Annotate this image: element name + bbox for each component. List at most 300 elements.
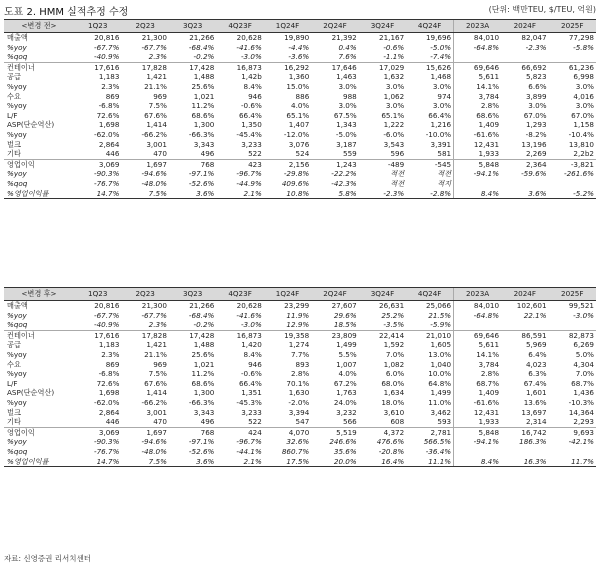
- row-label: %qoq: [7, 320, 28, 330]
- table-cell: [454, 447, 501, 457]
- row-label: %qoq: [7, 446, 28, 456]
- table-cell: 2.8%: [454, 101, 501, 111]
- table-cell: 11.0%: [428, 397, 452, 407]
- table-cell: 2,156: [264, 159, 311, 169]
- table-cell: 1,414: [146, 388, 167, 398]
- table-cell: -3.0%: [240, 320, 262, 330]
- table-cell: 6,998: [573, 72, 594, 82]
- table-row: [4, 130, 596, 140]
- table-cell: -59.6%: [521, 169, 547, 179]
- table-cell: [549, 447, 596, 457]
- table-cell: -8.2%: [525, 129, 547, 139]
- table-cell: 1,183: [98, 72, 120, 82]
- table-cell: 16.3%: [501, 457, 548, 467]
- table-cell: -0.6%: [383, 42, 405, 52]
- table-cell: -68.4%: [188, 42, 215, 52]
- table-cell: -3.0%: [573, 310, 594, 320]
- table-cell: 67.4%: [523, 378, 547, 388]
- table-cell: 6.4%: [528, 349, 547, 359]
- table-cell: 99,521: [568, 301, 594, 310]
- row-label: 매출액: [7, 301, 28, 310]
- column-header: 1Q23: [74, 288, 121, 301]
- table-cell: 15,626: [406, 62, 453, 72]
- row-label: 벌크: [7, 139, 21, 149]
- table-cell: 17,646: [311, 62, 358, 72]
- column-header: 3Q24F: [359, 288, 406, 301]
- table-cell: 16,873: [216, 330, 263, 340]
- table-cell: 21,167: [379, 33, 405, 42]
- table-cell: -36.4%: [425, 446, 452, 456]
- table-cell: 19,890: [284, 33, 310, 42]
- table-cell: 14.7%: [74, 457, 121, 467]
- table-cell: -20.8%: [378, 446, 405, 456]
- row-label: %yoy: [7, 437, 27, 447]
- table-cell: 4,023: [525, 359, 547, 369]
- row-label: 매출액: [7, 33, 28, 42]
- column-header: 3Q24F: [359, 20, 406, 33]
- table-cell: 1,634: [383, 388, 405, 398]
- table-cell: 1,42b: [241, 72, 262, 82]
- table-cell: 1,360: [288, 72, 310, 82]
- table-cell: -61.6%: [454, 130, 501, 140]
- table-cell: 6.6%: [528, 81, 547, 91]
- table-row: [4, 101, 596, 111]
- table-cell: 1,274: [288, 340, 310, 350]
- table-cell: 1,763: [336, 388, 357, 398]
- table-cell: 1,488: [193, 340, 215, 350]
- table-cell: 3,899: [525, 91, 547, 101]
- table-cell: 18.0%: [381, 397, 405, 407]
- table-cell: -52.6%: [188, 446, 215, 456]
- table-cell: 476.6%: [376, 437, 405, 447]
- table-cell: 1,409: [454, 388, 501, 398]
- table-cell: 16.4%: [359, 457, 406, 467]
- table-cell: 102,601: [516, 301, 547, 310]
- table-cell: 1,420: [241, 340, 262, 350]
- table-cell: -3.5%: [383, 320, 405, 330]
- table-cell: 7.5%: [148, 369, 167, 379]
- column-header: 4Q24F: [406, 20, 453, 33]
- table-cell: 17.5%: [264, 457, 311, 467]
- table-cell: 14,364: [568, 407, 594, 417]
- table-cell: -22.2%: [331, 169, 357, 179]
- table-row: [4, 111, 596, 121]
- table-cell: -48.0%: [141, 178, 167, 188]
- table-row: [4, 169, 596, 179]
- table-cell: 7.5%: [121, 189, 168, 199]
- table-cell: 1,698: [98, 120, 120, 130]
- table-row: [4, 369, 596, 379]
- table-row: [4, 43, 596, 53]
- table-cell: 3,001: [146, 139, 167, 149]
- table-cell: -94.1%: [454, 437, 501, 447]
- table-cell: -0.6%: [240, 369, 262, 379]
- table-cell: 988: [343, 91, 357, 101]
- table-cell: 524: [295, 149, 310, 159]
- table-cell: 7.5%: [148, 101, 167, 111]
- row-label: %yoy: [7, 397, 27, 407]
- table-cell: 3,784: [454, 92, 501, 102]
- unit-note: (단위: 백만TEU, $/TEU, 억원): [488, 5, 596, 14]
- column-header: 2024F: [501, 20, 548, 33]
- table-cell: 566: [343, 417, 357, 427]
- table-cell: 12,431: [454, 408, 501, 418]
- table-row: [4, 140, 596, 150]
- table-cell: 3.0%: [385, 81, 405, 91]
- table-cell: 적전: [390, 169, 405, 179]
- table-cell: 65.1%: [381, 110, 405, 120]
- table-cell: 82,873: [549, 330, 596, 340]
- table-cell: 596: [390, 149, 405, 159]
- table-cell: -41.6%: [236, 42, 262, 52]
- column-header: 2024F: [501, 288, 548, 301]
- table-cell: 1,007: [336, 359, 357, 369]
- table-cell: 14.1%: [454, 350, 501, 360]
- table-cell: 946: [248, 359, 262, 369]
- table-cell: -2.3%: [359, 189, 406, 199]
- table-cell: 29.6%: [333, 310, 357, 320]
- table-cell: -29.8%: [283, 169, 310, 179]
- table-row: [4, 388, 596, 398]
- table-cell: 2,293: [573, 417, 594, 427]
- table-cell: -6.0%: [383, 129, 405, 139]
- column-header: 2Q24F: [311, 288, 358, 301]
- table-cell: [549, 52, 596, 62]
- table-cell: -545: [406, 159, 453, 169]
- table-cell: 2.3%: [148, 52, 167, 62]
- table-cell: 522: [248, 149, 262, 159]
- table-cell: 21,010: [406, 330, 453, 340]
- table-cell: 66,692: [501, 62, 548, 72]
- table-cell: -2.8%: [406, 189, 453, 199]
- table-row: [4, 159, 596, 169]
- table-cell: 5.5%: [338, 349, 357, 359]
- table-cell: -0.2%: [193, 320, 215, 330]
- table-cell: -66.2%: [141, 129, 167, 139]
- table-cell: 7.5%: [121, 457, 168, 467]
- table-cell: -489: [359, 159, 406, 169]
- table-cell: -5.9%: [430, 320, 452, 330]
- table-cell: 0.4%: [338, 42, 357, 52]
- row-label: %yoy: [7, 310, 27, 320]
- table-cell: -7.4%: [430, 52, 452, 62]
- row-label: 수요: [7, 359, 21, 369]
- table-cell: 68.0%: [381, 378, 405, 388]
- table-cell: 869: [105, 359, 120, 369]
- column-header: 2025F: [549, 20, 596, 33]
- table-cell: 13,810: [568, 139, 594, 149]
- table-cell: 13.0%: [428, 349, 452, 359]
- table-row: [4, 62, 596, 72]
- table-cell: 25.6%: [191, 349, 215, 359]
- table-cell: 23,809: [311, 330, 358, 340]
- row-label: 컨테이너: [4, 62, 74, 72]
- table-cell: 2,2b2: [573, 149, 594, 159]
- table-cell: 69,646: [454, 62, 501, 72]
- table-cell: 22,414: [359, 330, 406, 340]
- header: [4, 3, 596, 17]
- table-row: [4, 149, 596, 159]
- column-header: 4Q23F: [216, 20, 263, 33]
- table-cell: 23,299: [284, 301, 310, 310]
- table-cell: 4.0%: [338, 369, 357, 379]
- table-cell: 32.6%: [286, 437, 310, 447]
- table-cell: 8.4%: [454, 189, 501, 199]
- table-cell: 1,421: [146, 72, 167, 82]
- table-section-label: <변경 후>: [4, 288, 74, 301]
- table-cell: -44.9%: [236, 178, 262, 188]
- table-row: [4, 427, 596, 437]
- table-cell: -94.1%: [454, 169, 501, 179]
- row-label: %yoy: [7, 81, 27, 91]
- table-cell: [549, 320, 596, 330]
- table-cell: 186.3%: [519, 437, 547, 447]
- table-cell: 1,414: [146, 120, 167, 130]
- table-cell: 2.1%: [216, 189, 263, 199]
- table-cell: 2,314: [525, 417, 547, 427]
- column-header: 1Q24F: [264, 288, 311, 301]
- table-cell: -97.1%: [188, 437, 215, 447]
- column-header: 3Q23: [169, 288, 216, 301]
- table-cell: 67.6%: [144, 378, 167, 388]
- row-label: %yoy: [7, 169, 27, 179]
- table-cell: -67.7%: [94, 310, 120, 320]
- table-cell: 8.4%: [243, 81, 262, 91]
- table-cell: 3.0%: [338, 81, 357, 91]
- table-cell: 11.7%: [549, 457, 596, 467]
- table-cell: 70.1%: [286, 378, 310, 388]
- table-row: [4, 72, 596, 82]
- table-cell: -12.0%: [283, 129, 310, 139]
- table-cell: 3.0%: [575, 101, 594, 111]
- table-cell: [454, 320, 501, 330]
- table-cell: -76.7%: [94, 178, 120, 188]
- table-cell: 15.0%: [286, 81, 310, 91]
- row-label: %yoy: [7, 349, 27, 359]
- table-cell: 77,298: [568, 33, 594, 42]
- table-row: [4, 398, 596, 408]
- table-cell: 3,784: [454, 360, 501, 370]
- table-cell: 246.6%: [329, 437, 357, 447]
- table-cell: -41.6%: [236, 310, 262, 320]
- table-cell: 496: [200, 149, 215, 159]
- table-row: [4, 33, 596, 43]
- table-cell: 16,873: [216, 62, 263, 72]
- row-label: %영업이익률: [4, 189, 74, 199]
- table-cell: 69,646: [454, 330, 501, 340]
- table-cell: 적지: [437, 178, 452, 188]
- table-cell: 21,300: [141, 301, 167, 310]
- table-cell: 적전: [437, 169, 452, 179]
- table-cell: -10.0%: [425, 129, 452, 139]
- table-cell: -97.1%: [188, 169, 215, 179]
- table-cell: 16,742: [501, 427, 548, 437]
- table-cell: -66.2%: [141, 397, 167, 407]
- row-label: 기타: [7, 417, 21, 427]
- table-cell: 593: [437, 417, 452, 427]
- row-label: 벌크: [7, 407, 21, 417]
- table-cell: 2.3%: [148, 320, 167, 330]
- table-cell: 3,232: [336, 407, 357, 417]
- table-cell: 860.7%: [281, 446, 310, 456]
- table-cell: -261.6%: [564, 169, 594, 179]
- table-cell: -67.7%: [94, 42, 120, 52]
- table-cell: -62.0%: [94, 397, 120, 407]
- row-label: %yoy: [7, 42, 27, 52]
- table-cell: 522: [248, 417, 262, 427]
- table-cell: 7.0%: [385, 349, 405, 359]
- table-cell: 4.0%: [291, 101, 310, 111]
- table-cell: 84,010: [454, 301, 501, 311]
- table-cell: 1,062: [383, 91, 405, 101]
- table-cell: 13.6%: [523, 397, 547, 407]
- table-cell: -94.6%: [141, 437, 167, 447]
- table-cell: -10.3%: [568, 397, 594, 407]
- table-cell: 61,236: [549, 62, 596, 72]
- table-row: [4, 447, 596, 457]
- table-cell: 1,697: [121, 159, 168, 169]
- table-section-label: <변경 전>: [4, 20, 74, 33]
- table-cell: 7.7%: [291, 349, 310, 359]
- table-cell: 66.4%: [428, 110, 452, 120]
- table-cell: 4,070: [264, 427, 311, 437]
- table-cell: 21.1%: [144, 81, 167, 91]
- table-cell: 7.0%: [575, 369, 594, 379]
- table-cell: 2,781: [406, 427, 453, 437]
- table-row: [4, 311, 596, 321]
- table-cell: 1,350: [241, 120, 262, 130]
- table-cell: 1,183: [98, 340, 120, 350]
- table-cell: 608: [390, 417, 405, 427]
- row-label: 컨테이너: [4, 330, 74, 340]
- table-cell: 886: [295, 91, 310, 101]
- table-row: [4, 82, 596, 92]
- table-cell: 893: [295, 359, 310, 369]
- column-header: 2Q23: [121, 20, 168, 33]
- table-cell: 17,828: [121, 330, 168, 340]
- table-cell: -5.0%: [335, 129, 357, 139]
- table-cell: 2.3%: [101, 349, 120, 359]
- table-cell: 1,409: [454, 120, 501, 130]
- table-cell: 6,269: [573, 340, 594, 350]
- table-cell: 7.6%: [338, 52, 357, 62]
- table-cell: 470: [153, 149, 167, 159]
- table-row: [4, 320, 596, 330]
- table-cell: 946: [248, 91, 262, 101]
- row-label: 영업이익: [4, 427, 74, 437]
- table-cell: -90.3%: [94, 437, 120, 447]
- table-cell: 68.7%: [571, 378, 594, 388]
- row-label: %yoy: [7, 101, 27, 111]
- table-cell: 72.6%: [96, 378, 120, 388]
- table-cell: 424: [216, 427, 263, 437]
- table-cell: [454, 179, 501, 189]
- row-label: %영업이익률: [4, 457, 74, 467]
- table-cell: -6.8%: [98, 101, 120, 111]
- table-cell: 1,300: [193, 120, 215, 130]
- table-cell: 470: [153, 417, 167, 427]
- table-cell: 1,216: [430, 120, 452, 130]
- table-cell: -61.6%: [454, 398, 501, 408]
- table-cell: -67.7%: [141, 42, 167, 52]
- table-cell: 68.6%: [191, 378, 215, 388]
- table-row: [4, 340, 596, 350]
- table-cell: 3,076: [288, 139, 310, 149]
- table-cell: 3,233: [241, 407, 262, 417]
- table-cell: 1,488: [193, 72, 215, 82]
- table-cell: [501, 320, 548, 330]
- table-cell: 68.7%: [454, 379, 501, 389]
- table-cell: 1,158: [573, 120, 594, 130]
- table-cell: 5,519: [311, 427, 358, 437]
- table-cell: 3.0%: [575, 81, 594, 91]
- row-label: %yoy: [7, 369, 27, 379]
- table-cell: 446: [105, 149, 120, 159]
- table-row: [4, 120, 596, 130]
- table-cell: 5,848: [454, 159, 501, 169]
- table-cell: 67.0%: [571, 110, 594, 120]
- table-cell: [549, 179, 596, 189]
- table-cell: -40.9%: [94, 52, 120, 62]
- table-cell: -67.7%: [141, 310, 167, 320]
- table-cell: 65.1%: [286, 110, 310, 120]
- table-cell: -5.8%: [573, 42, 594, 52]
- row-label: 공급: [7, 340, 21, 350]
- table-before: [4, 19, 596, 199]
- table-cell: 21,300: [141, 33, 167, 42]
- table-cell: 3,233: [241, 139, 262, 149]
- table-cell: -66.3%: [188, 397, 215, 407]
- table-cell: -4.4%: [288, 42, 310, 52]
- table-cell: 768: [169, 427, 216, 437]
- table-cell: -3,821: [549, 159, 596, 169]
- table-cell: 16,292: [264, 62, 311, 72]
- table-cell: 5.0%: [575, 349, 594, 359]
- table-cell: -5.2%: [549, 189, 596, 199]
- table-cell: 14.1%: [454, 82, 501, 92]
- table-cell: 11.2%: [191, 101, 215, 111]
- table-cell: 1,300: [193, 388, 215, 398]
- table-cell: 566.5%: [423, 437, 452, 447]
- table-cell: 1,293: [525, 120, 547, 130]
- table-after: [4, 287, 596, 467]
- table-cell: 21.1%: [144, 349, 167, 359]
- table-cell: 20,628: [236, 301, 262, 310]
- row-label: 기타: [7, 149, 21, 159]
- table-cell: 581: [437, 149, 452, 159]
- column-header: 4Q23F: [216, 288, 263, 301]
- table-cell: 25,066: [425, 301, 452, 310]
- table-cell: 3,343: [193, 139, 215, 149]
- row-label: L/F: [7, 378, 18, 388]
- table-cell: 3,069: [74, 427, 121, 437]
- table-cell: 10.0%: [428, 369, 452, 379]
- table-cell: 12.9%: [286, 320, 310, 330]
- table-cell: 2.3%: [101, 81, 120, 91]
- table-cell: -2.0%: [288, 397, 310, 407]
- table-cell: -64.8%: [454, 43, 501, 53]
- table-row: [4, 360, 596, 370]
- table-cell: 5,611: [454, 340, 501, 350]
- table-cell: [501, 179, 548, 189]
- column-header: 2023A: [454, 288, 501, 301]
- table-cell: 20,628: [236, 33, 262, 42]
- table-cell: 19,358: [264, 330, 311, 340]
- table-cell: 969: [153, 359, 167, 369]
- table-cell: 3.0%: [432, 81, 452, 91]
- table-cell: -40.9%: [94, 320, 120, 330]
- table-cell: 6.0%: [385, 369, 405, 379]
